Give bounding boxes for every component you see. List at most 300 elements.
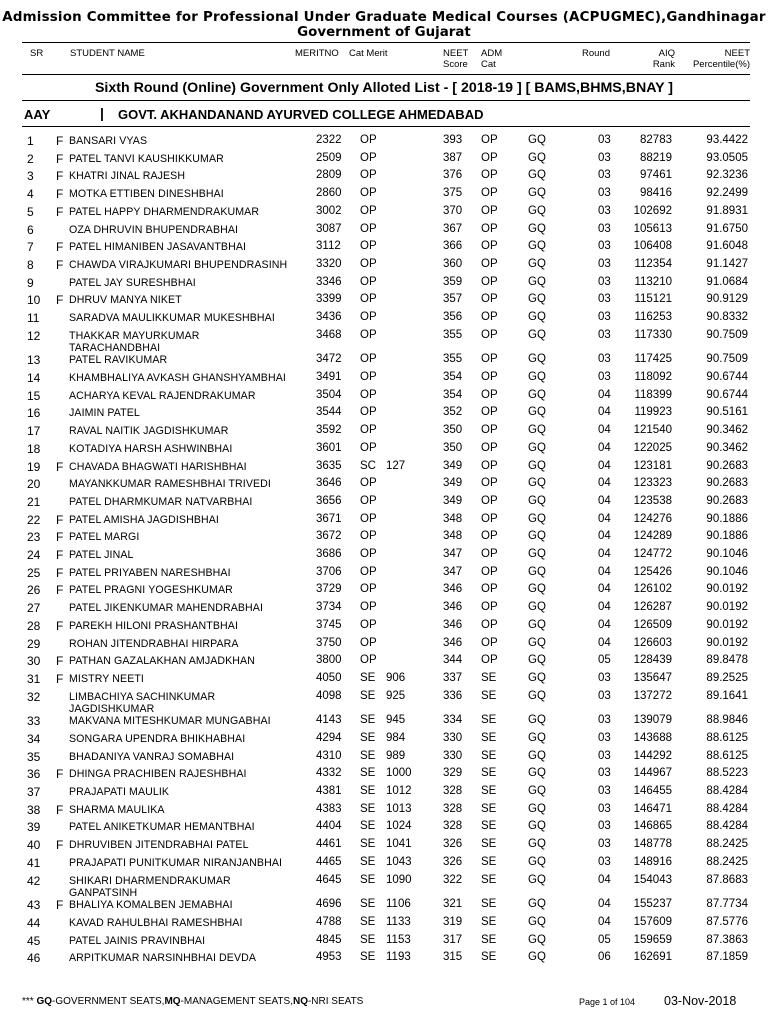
row-adm-cat: OP (481, 275, 498, 288)
table-row (0, 545, 768, 562)
row-neet-score: 367 (443, 222, 463, 235)
row-student-name: BHALIYA KOMALBEN JEMABHAI (69, 899, 233, 912)
table-row (0, 273, 768, 290)
row-adm-cat: OP (481, 388, 498, 401)
row-category: SE (360, 933, 376, 946)
row-gender: F (56, 151, 64, 166)
row-adm-cat: OP (481, 530, 498, 543)
row-round: 04 (598, 601, 611, 614)
row-aiq-rank: 117330 (634, 328, 672, 341)
row-student-name: CHAWDA VIRAJKUMARI BHUPENDRASINH (69, 258, 288, 271)
row-neet-percentile: 93.4422 (706, 134, 748, 146)
row-adm-cat: OP (481, 222, 498, 235)
row-sr: 37 (27, 785, 41, 799)
row-neet-percentile: 90.2683 (706, 494, 748, 507)
row-neet-score: 359 (443, 275, 463, 288)
row-aiq-rank: 154043 (633, 873, 672, 886)
row-round: 03 (598, 371, 611, 383)
row-neet-percentile: 90.0192 (706, 618, 748, 631)
row-round: 04 (598, 512, 611, 525)
row-sr: 22 (27, 512, 41, 527)
row-seat-type: GQ (528, 441, 546, 454)
row-cat-merit: 925 (386, 689, 406, 702)
row-neet-percentile: 90.6744 (706, 371, 748, 383)
row-category: OP (360, 494, 377, 507)
row-adm-cat: SE (481, 689, 497, 702)
row-aiq-rank: 126509 (633, 618, 672, 631)
row-aiq-rank: 139079 (633, 714, 672, 727)
row-student-name: ARPITKUMAR NARSINHBHAI DEVDA (69, 952, 257, 965)
row-aiq-rank: 97461 (640, 169, 672, 182)
row-round: 03 (598, 714, 611, 727)
row-student-name: OZA DHRUVIN BHUPENDRABHAI (69, 223, 239, 236)
row-neet-score: 393 (443, 134, 463, 146)
row-round: 03 (598, 731, 611, 744)
row-adm-cat: OP (481, 169, 498, 182)
row-sr: 8 (27, 257, 34, 272)
table-row (0, 711, 768, 728)
row-seat-type: GQ (528, 187, 546, 200)
table-row (0, 580, 768, 597)
row-neet-percentile: 92.3236 (706, 169, 748, 182)
row-cat-merit: 1153 (386, 933, 411, 946)
row-adm-cat: OP (481, 187, 498, 200)
row-gender: F (56, 257, 64, 272)
row-student-name: LIMBACHIYA SACHINKUMAR (69, 690, 216, 703)
row-neet-score: 375 (443, 187, 463, 200)
row-neet-percentile: 90.5161 (706, 406, 748, 419)
row-neet-percentile: 88.4284 (706, 802, 748, 815)
row-student-name: SHIKARI DHARMENDRAKUMAR (69, 874, 231, 887)
row-neet-percentile: 90.0192 (706, 583, 748, 596)
row-adm-cat: OP (481, 548, 498, 560)
college-code: AAY (24, 107, 51, 122)
row-gender: F (56, 134, 64, 148)
row-neet-percentile: 90.2683 (706, 477, 748, 490)
row-merit-no: 3087 (316, 222, 342, 235)
row-round: 03 (598, 820, 611, 833)
row-seat-type: GQ (528, 388, 546, 401)
row-neet-score: 354 (443, 388, 463, 401)
row-neet-score: 337 (443, 671, 463, 684)
row-merit-no: 4953 (316, 951, 342, 964)
row-merit-no: 3686 (316, 548, 342, 560)
row-aiq-rank: 118092 (634, 371, 672, 383)
row-category: OP (360, 204, 377, 217)
row-merit-no: 4310 (316, 749, 342, 762)
row-adm-cat: SE (481, 873, 497, 886)
table-row (0, 403, 768, 420)
row-category: OP (360, 222, 377, 235)
row-round: 04 (598, 898, 611, 911)
row-round: 03 (598, 151, 611, 164)
row-sr: 27 (27, 601, 41, 616)
table-row (0, 800, 768, 817)
table-row (0, 492, 768, 509)
row-adm-cat: SE (481, 714, 497, 727)
print-date: 03-Nov-2018 (664, 994, 737, 1008)
table-row (0, 651, 768, 668)
row-student-name: PATEL TANVI KAUSHIKKUMAR (69, 152, 224, 165)
row-student-name-cont: TARACHANDBHAI (69, 341, 161, 354)
row-merit-no: 3468 (316, 328, 342, 341)
row-gender: F (56, 293, 64, 308)
row-merit-no: 3320 (316, 257, 342, 270)
table-row (0, 290, 768, 307)
row-neet-percentile: 87.7734 (706, 898, 748, 911)
row-student-name-cont: GANPATSINH (69, 886, 138, 899)
row-sr: 2 (27, 151, 34, 166)
table-row (0, 563, 768, 580)
row-student-name: PATEL AMISHA JAGDISHBHAI (69, 513, 219, 526)
row-seat-type: GQ (528, 151, 546, 164)
row-category: OP (360, 275, 377, 288)
row-merit-no: 2860 (316, 187, 342, 200)
row-neet-score: 326 (443, 838, 463, 851)
row-category: SE (360, 915, 376, 928)
row-round: 04 (598, 388, 611, 401)
row-seat-type: GQ (528, 767, 546, 780)
row-adm-cat: OP (481, 240, 498, 253)
row-sr: 39 (27, 820, 41, 835)
row-aiq-rank: 126603 (633, 636, 672, 649)
row-cat-merit: 1013 (386, 802, 412, 815)
row-neet-score: 330 (443, 749, 463, 762)
row-round: 04 (598, 530, 611, 543)
page-number: Page 1 of 104 (579, 997, 636, 1007)
row-gender: F (56, 671, 64, 686)
row-student-name: CHAVADA BHAGWATI HARISHBHAI (69, 460, 247, 473)
row-student-name: MAYANKKUMAR RAMESHBHAI TRIVEDI (69, 478, 271, 491)
row-category: SE (360, 802, 376, 815)
row-merit-no: 3706 (316, 565, 342, 578)
row-sr: 1 (27, 134, 34, 148)
table-row (0, 237, 768, 254)
row-neet-percentile: 90.1886 (706, 530, 748, 543)
row-seat-type: GQ (528, 838, 546, 851)
row-gender: F (56, 767, 64, 782)
table-row (0, 853, 768, 870)
row-round: 03 (598, 689, 611, 702)
table-row (0, 202, 768, 219)
row-round: 04 (598, 583, 611, 596)
row-round: 03 (598, 187, 611, 200)
row-seat-type: GQ (528, 169, 546, 182)
table-row (0, 729, 768, 746)
row-seat-type: GQ (528, 731, 546, 744)
row-adm-cat: OP (481, 601, 498, 614)
row-seat-type: GQ (528, 636, 546, 649)
row-neet-score: 387 (443, 151, 463, 164)
row-sr: 43 (27, 898, 41, 913)
row-student-name: KAVAD RAHULBHAI RAMESHBHAI (69, 916, 243, 929)
row-neet-score: 322 (443, 873, 463, 886)
row-student-name: PATEL JINAL (69, 549, 134, 561)
row-round: 03 (598, 222, 611, 235)
col-sr: SR (30, 48, 44, 59)
row-category: OP (360, 601, 377, 614)
row-merit-no: 4696 (316, 898, 342, 911)
row-seat-type: GQ (528, 293, 546, 306)
table-row (0, 764, 768, 781)
row-category: OP (360, 187, 377, 200)
row-sr: 10 (27, 293, 41, 308)
row-category: SC (360, 459, 376, 472)
row-merit-no: 4404 (316, 820, 342, 833)
row-round: 03 (598, 785, 611, 797)
row-round: 03 (598, 353, 611, 366)
row-student-name: PAREKH HILONI PRASHANTBHAI (69, 619, 238, 632)
row-neet-percentile: 91.1427 (706, 257, 748, 270)
row-seat-type: GQ (528, 714, 546, 727)
table-row (0, 782, 768, 799)
row-aiq-rank: 146455 (633, 785, 672, 797)
row-seat-type: GQ (528, 311, 546, 323)
row-round: 03 (598, 671, 611, 684)
row-merit-no: 2322 (316, 134, 342, 146)
row-neet-percentile: 89.8478 (706, 654, 748, 667)
table-row (0, 166, 768, 183)
row-student-name: PATEL PRAGNI YOGESHKUMAR (69, 584, 233, 597)
row-seat-type: GQ (528, 855, 546, 868)
row-neet-score: 328 (443, 802, 463, 815)
row-merit-no: 3346 (316, 275, 342, 288)
row-neet-percentile: 88.6125 (706, 731, 748, 744)
row-cat-merit: 1043 (386, 855, 412, 868)
table-row (0, 421, 768, 438)
row-aiq-rank: 125426 (633, 565, 672, 578)
row-merit-no: 4788 (316, 915, 342, 928)
row-neet-score: 357 (443, 293, 463, 306)
row-aiq-rank: 157609 (633, 915, 672, 928)
row-student-name: PATEL MARGI (69, 531, 140, 544)
row-seat-type: GQ (528, 802, 546, 815)
row-gender: F (56, 838, 64, 853)
row-neet-score: 334 (443, 714, 463, 727)
row-student-name: ROHAN JITENDRABHAI HIRPARA (69, 637, 239, 650)
row-aiq-rank: 123181 (633, 459, 672, 472)
row-neet-percentile: 90.1886 (706, 512, 748, 525)
row-gender: F (56, 583, 64, 598)
row-gender: F (56, 548, 64, 562)
row-aiq-rank: 112354 (634, 257, 672, 270)
table-row (0, 598, 768, 615)
row-neet-score: 348 (443, 512, 463, 525)
row-sr: 5 (27, 204, 34, 219)
row-student-name: BANSARI VYAS (69, 135, 148, 147)
row-neet-percentile: 90.7509 (706, 328, 748, 341)
row-sr: 7 (27, 240, 34, 255)
row-adm-cat: OP (481, 353, 498, 366)
row-seat-type: GQ (528, 459, 546, 472)
row-aiq-rank: 115121 (634, 293, 672, 306)
row-student-name: DHRUVIBEN JITENDRABHAI PATEL (69, 839, 249, 852)
row-category: OP (360, 134, 377, 146)
row-adm-cat: SE (481, 951, 497, 964)
row-seat-type: GQ (528, 820, 546, 833)
table-row (0, 913, 768, 930)
row-student-name: MOTKA ETTIBEN DINESHBHAI (69, 188, 224, 201)
row-adm-cat: SE (481, 820, 497, 833)
row-sr: 24 (27, 548, 41, 562)
row-category: OP (360, 424, 377, 437)
table-row (0, 439, 768, 456)
row-aiq-rank: 102692 (633, 204, 672, 217)
row-student-name-cont: JAGDISHKUMAR (69, 702, 155, 715)
row-round: 03 (598, 134, 611, 146)
row-student-name: ACHARYA KEVAL RAJENDRAKUMAR (69, 389, 256, 402)
row-seat-type: GQ (528, 915, 546, 928)
table-row (0, 687, 768, 715)
row-neet-percentile: 87.5776 (706, 915, 748, 928)
row-aiq-rank: 88219 (640, 151, 672, 164)
row-cat-merit: 1024 (386, 820, 412, 833)
row-merit-no: 3472 (316, 353, 342, 366)
row-adm-cat: OP (481, 134, 498, 146)
row-category: OP (360, 328, 377, 341)
row-cat-merit: 127 (386, 459, 406, 472)
row-neet-percentile: 87.3863 (706, 933, 748, 946)
row-neet-percentile: 89.2525 (706, 671, 748, 684)
row-neet-score: 347 (443, 548, 463, 560)
row-merit-no: 4381 (316, 785, 342, 797)
col-student-name: STUDENT NAME (70, 48, 145, 59)
row-sr: 6 (27, 222, 34, 237)
row-adm-cat: OP (481, 654, 498, 667)
row-sr: 36 (27, 767, 41, 782)
table-row (0, 368, 768, 385)
row-neet-score: 328 (443, 785, 463, 797)
row-neet-percentile: 90.6744 (706, 388, 748, 401)
row-neet-percentile: 91.0684 (706, 275, 748, 288)
row-aiq-rank: 106408 (633, 240, 672, 253)
row-neet-percentile: 90.8332 (706, 311, 748, 323)
row-student-name: PATEL PRIYABEN NARESHBHAI (69, 566, 231, 579)
row-category: OP (360, 441, 377, 454)
row-seat-type: GQ (528, 222, 546, 235)
row-aiq-rank: 146471 (633, 802, 672, 815)
row-neet-score: 349 (443, 477, 463, 490)
row-student-name: KHATRI JINAL RAJESH (69, 170, 186, 183)
college-separator: | (100, 105, 104, 121)
row-aiq-rank: 117425 (634, 353, 672, 366)
row-sr: 31 (27, 671, 41, 686)
row-round: 03 (598, 749, 611, 762)
row-cat-merit: 984 (386, 731, 406, 744)
row-neet-score: 376 (443, 169, 463, 182)
row-category: OP (360, 240, 377, 253)
row-seat-type: GQ (528, 134, 546, 146)
row-cat-merit: 1041 (386, 838, 412, 851)
row-seat-type: GQ (528, 406, 546, 419)
row-sr: 16 (27, 406, 41, 421)
row-round: 03 (598, 169, 611, 182)
row-merit-no: 3491 (316, 371, 342, 383)
row-neet-score: 348 (443, 530, 463, 543)
row-neet-score: 328 (443, 820, 463, 833)
row-student-name: MISTRY NEETI (69, 672, 144, 685)
row-student-name: THAKKAR MAYURKUMAR (69, 329, 200, 342)
row-adm-cat: SE (481, 785, 497, 797)
row-neet-score: 346 (443, 618, 463, 631)
row-category: OP (360, 565, 377, 578)
row-student-name: DHRUV MANYA NIKET (69, 294, 182, 307)
row-neet-percentile: 90.7509 (706, 353, 748, 366)
table-row (0, 474, 768, 491)
table-row (0, 184, 768, 201)
row-seat-type: GQ (528, 530, 546, 543)
table-row (0, 220, 768, 237)
row-seat-type: GQ (528, 671, 546, 684)
col-neet-score: NEET Score (443, 48, 469, 70)
row-student-name: PATEL JIKENKUMAR MAHENDRABHAI (69, 602, 264, 615)
table-row (0, 669, 768, 686)
row-neet-percentile: 90.2683 (706, 459, 748, 472)
row-adm-cat: OP (481, 371, 498, 383)
row-category: OP (360, 654, 377, 667)
row-merit-no: 3436 (316, 311, 342, 323)
table-row (0, 817, 768, 834)
row-gender: F (56, 187, 64, 202)
table-row (0, 326, 768, 354)
row-seat-type: GQ (528, 275, 546, 288)
row-sr: 38 (27, 802, 41, 817)
row-neet-percentile: 89.1641 (706, 689, 748, 702)
row-merit-no: 4050 (316, 671, 342, 684)
row-seat-type: GQ (528, 371, 546, 383)
row-category: OP (360, 583, 377, 596)
row-neet-percentile: 90.0192 (706, 601, 748, 614)
row-aiq-rank: 135647 (633, 671, 672, 684)
row-student-name: PATEL HAPPY DHARMENDRAKUMAR (69, 205, 260, 218)
row-round: 04 (598, 548, 611, 560)
row-neet-percentile: 88.5223 (706, 767, 748, 780)
table-row (0, 149, 768, 166)
row-seat-type: GQ (528, 565, 546, 578)
row-neet-score: 336 (443, 689, 463, 702)
row-neet-score: 360 (443, 257, 463, 270)
row-merit-no: 3745 (316, 618, 342, 631)
row-merit-no: 3656 (316, 494, 342, 507)
row-category: SE (360, 873, 376, 886)
row-student-name: PATEL JAINIS PRAVINBHAI (69, 934, 206, 947)
row-student-name: RAVAL NAITIK JAGDISHKUMAR (69, 425, 229, 438)
row-category: OP (360, 311, 377, 323)
row-cat-merit: 989 (386, 749, 406, 762)
row-student-name: MAKVANA MITESHKUMAR MUNGABHAI (69, 715, 271, 728)
row-cat-merit: 1012 (386, 785, 412, 797)
row-merit-no: 3399 (316, 293, 342, 306)
row-seat-type: GQ (528, 873, 546, 886)
col-round: Round (582, 48, 610, 59)
row-neet-percentile: 88.4284 (706, 820, 748, 833)
row-seat-type: GQ (528, 951, 546, 964)
row-student-name: PATEL HIMANIBEN JASAVANTBHAI (69, 241, 247, 254)
row-seat-type: GQ (528, 512, 546, 525)
row-sr: 34 (27, 731, 41, 746)
row-sr: 41 (27, 855, 41, 870)
row-merit-no: 3671 (316, 512, 342, 525)
row-aiq-rank: 124772 (633, 548, 672, 560)
row-student-name: SHARMA MAULIKA (69, 803, 165, 816)
row-sr: 4 (27, 187, 34, 202)
row-neet-score: 346 (443, 601, 463, 614)
row-gender: F (56, 654, 64, 669)
row-sr: 30 (27, 654, 41, 669)
row-neet-score: 317 (443, 933, 463, 946)
row-round: 04 (598, 424, 611, 437)
row-aiq-rank: 122025 (633, 441, 672, 454)
